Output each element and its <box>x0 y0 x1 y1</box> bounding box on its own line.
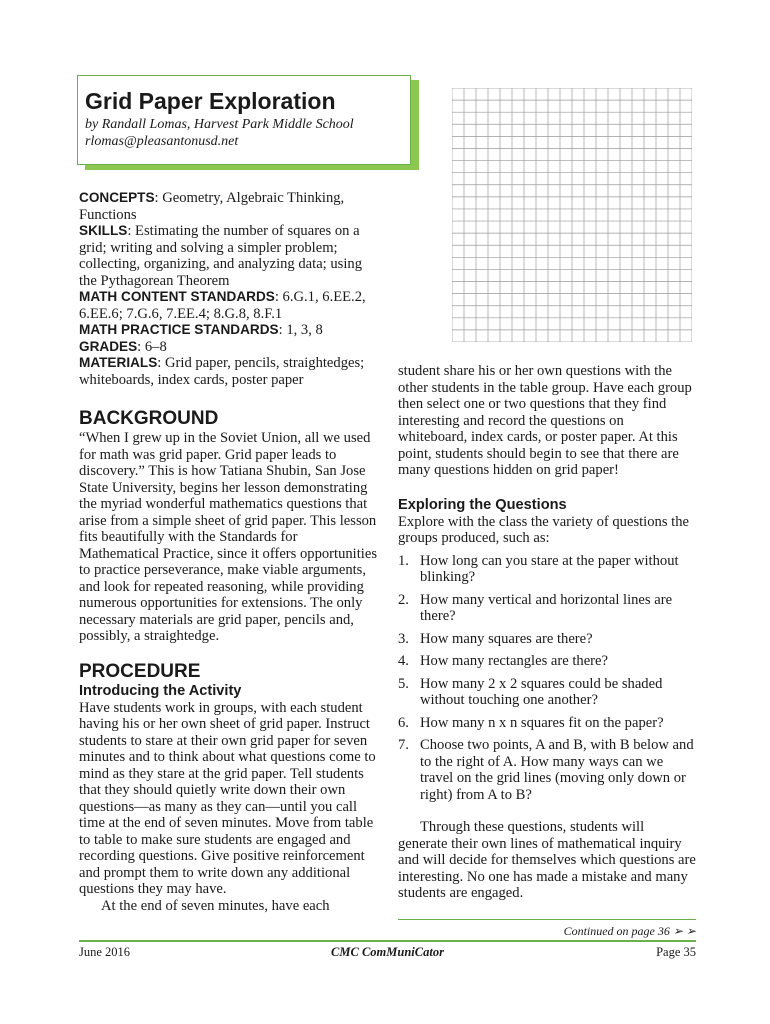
exploring-questions-heading: Exploring the Questions <box>398 496 567 513</box>
meta-text: : Grid paper, pencils, straightedges; whiteboards, index cards, poster paper <box>79 355 365 388</box>
questions-list <box>398 553 696 804</box>
meta-label: CONCEPTS <box>79 190 155 205</box>
meta-text: : 1, 3, 8 <box>278 322 323 338</box>
question-item <box>398 592 696 625</box>
author-byline: by Randall Lomas, Harvest Park Middle School <box>85 117 354 132</box>
lesson-metadata <box>79 190 381 388</box>
footer-rule <box>79 940 696 942</box>
question-number: 2. <box>398 591 409 608</box>
meta-text: : 6–8 <box>137 338 167 355</box>
procedure-heading: PROCEDURE <box>79 660 201 682</box>
footer-date: June 2016 <box>79 945 131 959</box>
grid-paper-illustration <box>452 88 692 342</box>
exploring-intro: Explore with the class the variety of questions the groups produced, such as: <box>398 513 689 546</box>
footer-page-number: Page 35 <box>656 945 696 959</box>
question-text: How many vertical and horizontal lines are there? <box>420 591 673 624</box>
question-item <box>398 553 696 586</box>
meta-practice-standards <box>79 322 381 339</box>
question-text: How long can you stare at the paper without blinking? <box>420 552 679 585</box>
question-number: 3. <box>398 630 409 647</box>
title-box <box>77 75 411 165</box>
question-item <box>398 676 696 709</box>
background-paragraph: “When I grew up in the Soviet Union, all we used for math was grid paper. Grid paper leads to discovery.” This is how Tatiana Shubin, San Jose State University, begins her lesson demonstrating the myriad wonderful mathematics questions that arise from a simple sheet of grid paper. This lesson fits beautifully with the Standards for Mathematical Practice, since it offers opportunities to practice perseverance, make viable arguments, and look for repeated reasoning, while providing numerous opportunities for extensions. The only necessary materials are grid paper, pencils and, possibly, a straightedge. <box>79 430 377 644</box>
question-number: 4. <box>398 653 409 669</box>
author-email: rlomas@pleasantonusd.net <box>85 134 239 149</box>
question-number: 7. <box>398 737 409 753</box>
question-number: 1. <box>398 552 409 569</box>
meta-label: SKILLS <box>79 223 128 238</box>
meta-label: MATH PRACTICE STANDARDS <box>79 322 279 337</box>
meta-text: : Estimating the number of squares on a grid; writing and solving a simpler problem; collecting, organizing, and analyzing data; using the Pythagorean Theorem <box>79 223 363 289</box>
question-text: Choose two points, A and B, with B below and to the right of A. How many ways can we travel on the grid lines (moving only down or right) from A to B? <box>420 737 694 803</box>
continued-link[interactable]: Continued on page 36 ➢ ➢ <box>563 924 696 938</box>
procedure-paragraph-continued: At the end of seven minutes, have each <box>101 897 330 914</box>
question-text: How many n x n squares fit on the paper? <box>420 714 664 731</box>
background-heading: BACKGROUND <box>79 408 219 429</box>
right-column <box>398 363 696 902</box>
meta-skills <box>79 223 381 289</box>
left-column <box>79 190 381 914</box>
question-text: How many rectangles are there? <box>420 653 609 669</box>
meta-text: : 6.G.1, 6.EE.2, 6.EE.6; 7.G.6, 7.EE.4; 8.G.8, 8.F.1 <box>79 289 366 322</box>
closing-paragraph: Through these questions, students will generate their own lines of mathematical inquiry and will decide for themselves which questions are interesting. No one has made a mistake and many students are engaged. <box>398 819 696 901</box>
meta-content-standards <box>79 289 381 322</box>
meta-grades <box>79 339 381 356</box>
question-item <box>398 737 696 803</box>
question-item <box>398 715 696 732</box>
meta-text: : Geometry, Algebraic Thinking, Functions <box>79 190 345 223</box>
question-item <box>398 653 696 670</box>
footer-publication: CMC ComMuniCator <box>331 945 444 959</box>
question-number: 6. <box>398 714 409 731</box>
question-number: 5. <box>398 675 409 692</box>
question-text: How many 2 x 2 squares could be shaded without touching one another? <box>420 675 663 708</box>
article-title: Grid Paper Exploration <box>85 88 336 114</box>
meta-materials <box>79 355 381 388</box>
introducing-activity-heading: Introducing the Activity <box>79 682 242 699</box>
meta-label: MATERIALS <box>79 355 158 370</box>
right-intro-paragraph: student share his or her own questions with the other students in the table group. Have each group then select one or two questions that they find interesting and record the questions on whiteboard, index cards, or poster paper. At this point, students should begin to see that there are many questions hidden on grid paper! <box>398 363 692 478</box>
meta-concepts <box>79 190 381 223</box>
continued-note <box>398 919 696 940</box>
question-text: How many squares are there? <box>420 630 593 647</box>
meta-label: MATH CONTENT STANDARDS <box>79 289 275 304</box>
procedure-paragraph: Have students work in groups, with each student having his or her own sheet of grid paper. Instruct students to stare at their own grid paper for seven minutes and to think about what questions come to mind as they stare at the grid paper. Tell students that they should quietly write down their own questions—as many as they can—until you call time at the end of seven minutes. Move from table to table to make sure students are engaged and recording questions. Give positive reinforcement and prompt them to write down any additional questions they may have. <box>79 699 376 897</box>
question-item <box>398 631 696 648</box>
meta-label: GRADES <box>79 338 138 354</box>
